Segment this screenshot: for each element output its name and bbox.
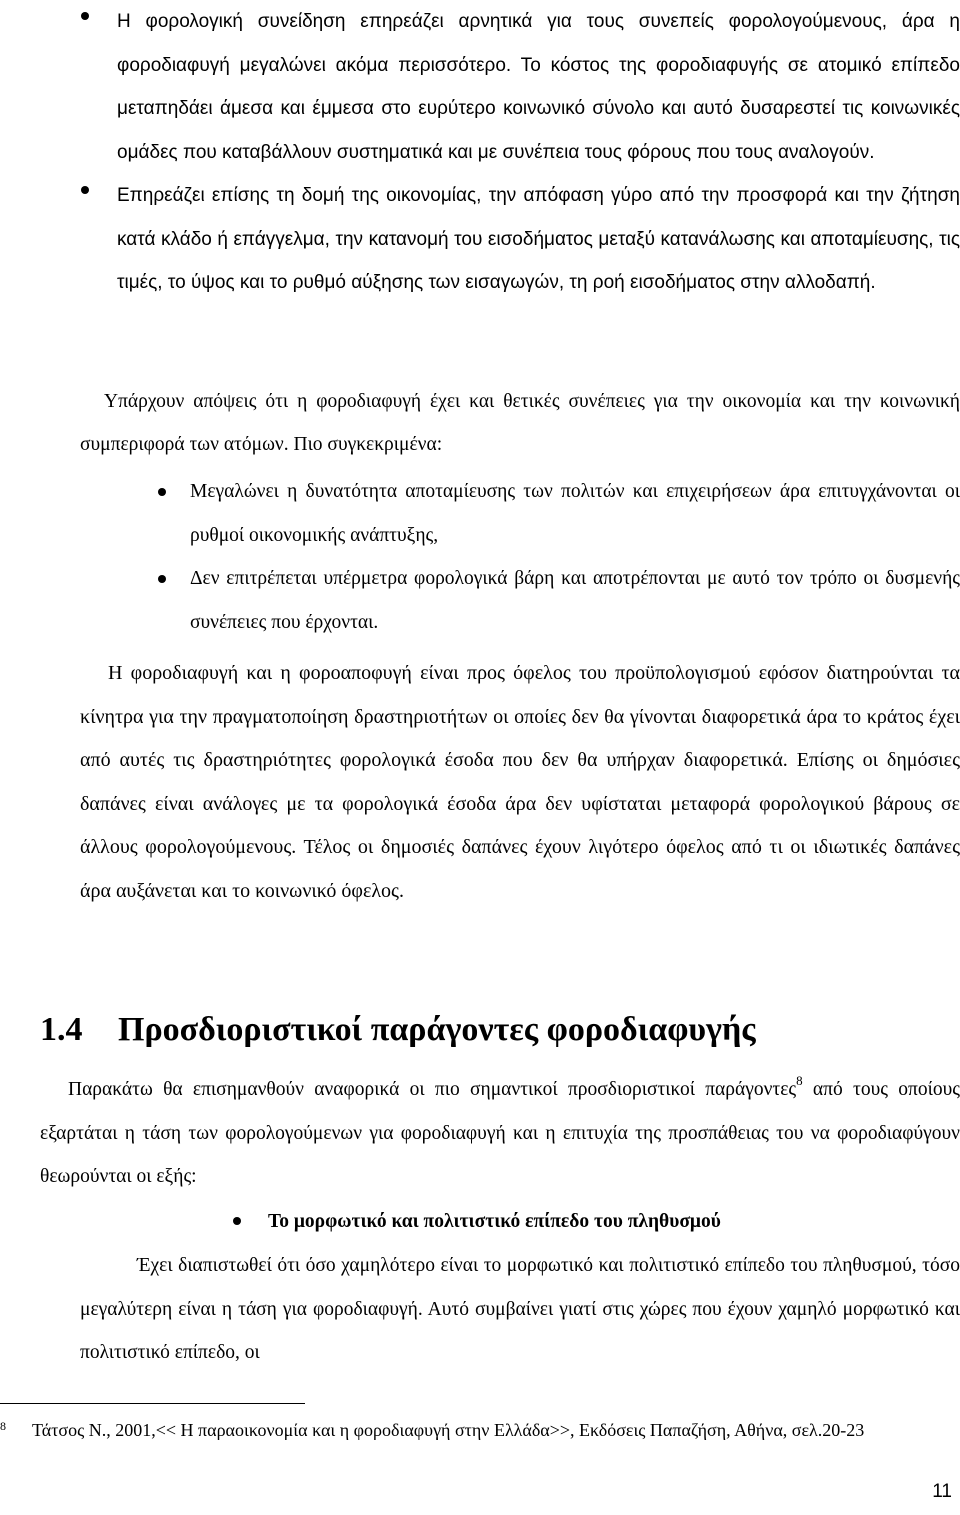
list-item (0, 1200, 960, 1243)
paragraph-budget: Η φοροδιαφυγή και η φοροαποφυγή είναι προς όφελος του προϋπολογισμού εφόσον διατηρούνται τα κίνητρα για την πραγματοποίηση δραστηριοτήτων οι οποίες δεν θα γίνονται διαφορετικά άρα το κράτος έχει από αυτές τις δραστηριότητες φορολογικά έσοδα που δεν θα υπήρχαν διαφορετικά. Επίσης οι δημόσιες δαπάνες είναι ανάλογες με τα φορολογικά έσοδα άρα δεν υφίσταται μεταφορά φορολογικού βάρους σε άλλους φορολογούμενους. Τέλος οι δημοσιές δαπάνες έχουν λιγότερο όφελος από τι οι ιδιωτικές δαπάνες άρα αυξάνεται και το κοινωνικό όφελος. (80, 662, 960, 902)
footnote-mark: 8 (0, 1419, 6, 1433)
list-item (0, 557, 960, 644)
bullet-text: Δεν επιτρέπεται υπέρμετρα φορολογικά βάρη και αποτρέπονται με αυτό τον τρόπο οι δυσμενής συνέπειες που έρχονται. (190, 568, 960, 633)
footnote-divider (0, 1403, 305, 1404)
bullet-text: Το μορφωτικό και πολιτιστικό επίπεδο του πληθυσμού (268, 1211, 721, 1232)
footnote-text: Τάτσος Ν., 2001,<< Η παραοικονομία και η φοροδιαφυγή στην Ελλάδα>>, Εκδόσεις Παπαζήση, Αθήνα, σελ.20-23 (32, 1420, 865, 1440)
factors-bullet-list (0, 1200, 960, 1243)
section-heading (40, 1008, 756, 1052)
paragraph-intro (40, 1068, 960, 1199)
section-title: Προσδιοριστικοί παράγοντες φοροδιαφυγής (118, 1011, 756, 1048)
page-number: 11 (932, 1481, 952, 1502)
bullet-text: Μεγαλώνει η δυνατότητα αποταμίευσης των πολιτών και επιχειρήσεων άρα επιτυγχάνονται οι ρυθμοί οικονομικής ανάπτυξης, (190, 481, 960, 546)
intro-text: Παρακάτω θα επισημανθούν αναφορικά οι πιο σημαντικοί προσδιοριστικοί παράγοντες (68, 1079, 797, 1100)
bullet-icon (158, 575, 166, 583)
bullet-icon (158, 488, 166, 496)
section-number: 1.4 (40, 1011, 83, 1048)
footnote (0, 1412, 960, 1445)
bullet-icon (81, 186, 89, 194)
bullet-icon (233, 1217, 241, 1225)
bullet-icon (81, 12, 89, 20)
list-item (0, 174, 960, 305)
list-item (0, 470, 960, 557)
bullet-text: Η φορολογική συνείδηση επηρεάζει αρνητικά για τους συνεπείς φορολογούμενους, άρα η φοροδιαφυγή μεγαλώνει ακόμα περισσότερο. Το κόστος της φοροδιαφυγής σε ατομικό επίπεδο μεταπηδάει άμεσα και έμμεσα στο ευρύτερο κοινωνικό σύνολο και αυτό δυσαρεστεί τις κοινωνικές ομάδες που καταβάλλουν συστηματικά και με συνέπεια τους φόρους που τους αναλογούν. (117, 11, 960, 163)
paragraph-education: Έχει διαπιστωθεί ότι όσο χαμηλότερο είναι το μορφωτικό και πολιτιστικό επίπεδο του πληθυσμού, τόσο μεγαλύτερη είναι η τάση για φοροδιαφυγή. Αυτό συμβαίνει γιατί στις χώρες που έχουν χαμηλό μορφωτικό και πολιτιστικό επίπεδο, οι (80, 1255, 960, 1363)
positive-effects-bullet-list (0, 470, 960, 644)
consequences-bullet-list (0, 0, 960, 305)
footnote-reference[interactable]: 8 (796, 1073, 803, 1088)
paragraph-positive-views: Υπάρχουν απόψεις ότι η φοροδιαφυγή έχει και θετικές συνέπειες για την οικονομία και την κοινωνική συμπεριφορά των ατόμων. Πιο συγκεκριμένα: (80, 391, 960, 455)
intro-text-continued: από τους οποίους εξαρτάται η τάση των φορολογούμενων για φοροδιαφυγή και η επιτυχία της προσπάθειας του να φοροδιαφύγουν θεωρούνται οι εξής: (40, 1079, 960, 1187)
bullet-text: Επηρεάζει επίσης τη δομή της οικονομίας, την απόφαση γύρο από την προσφορά και την ζήτηση κατά κλάδο ή επάγγελμα, την κατανομή του εισοδήματος μεταξύ κατανάλωσης και αποταμίευσης, τις τιμές, το ύψος και το ρυθμό αύξησης των εισαγωγών, τη ροή εισοδήματος στην αλλοδαπή. (117, 185, 960, 293)
list-item (0, 0, 960, 174)
